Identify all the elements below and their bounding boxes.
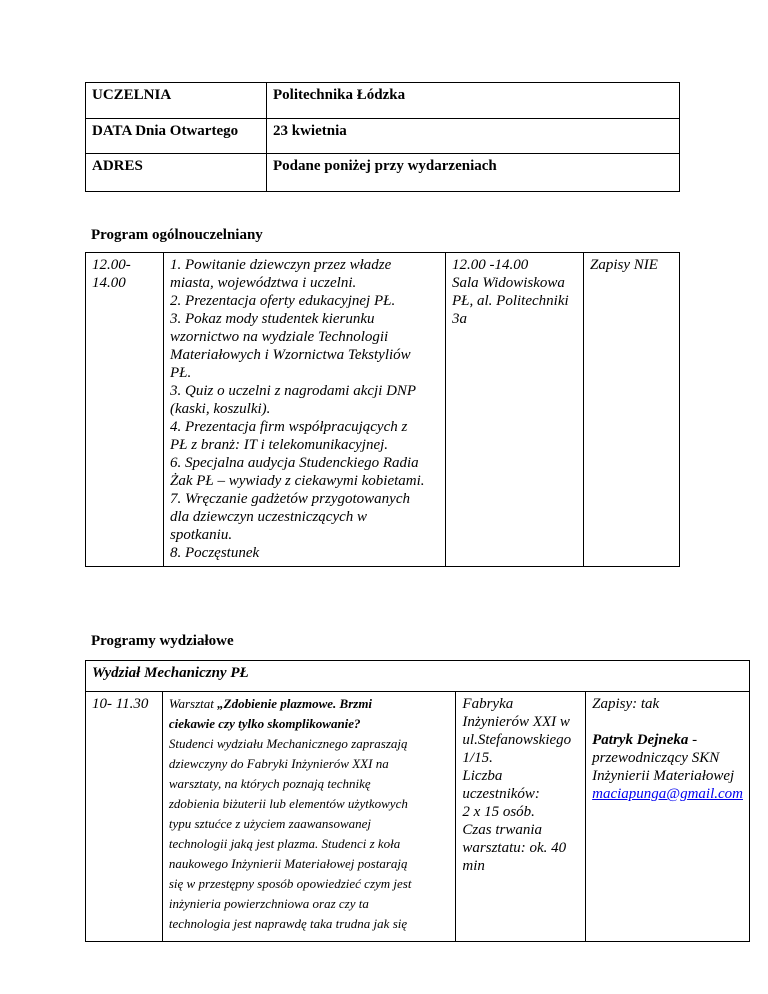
- faculty-place-line: Fabryka: [462, 696, 514, 712]
- faculty-desc-line: technologii jaką jest plazma. Studenci z koła: [168, 836, 401, 851]
- faculty-table: [85, 660, 750, 942]
- info-table: [85, 82, 680, 192]
- faculty-desc-line: inżynieria powierzchniowa oraz czy ta: [168, 896, 369, 911]
- value-adres: Podane poniżej przy wydarzeniach: [267, 154, 680, 192]
- faculty-place-line: 1/15.: [462, 750, 493, 766]
- general-program-table: [85, 252, 680, 567]
- faculty-place-line: Inżynierów XXI w: [462, 714, 570, 730]
- faculty-place-line: warsztatu: ok. 40: [462, 840, 567, 856]
- general-item-line: 4. Prezentacja firm współpracujących z: [170, 419, 408, 435]
- general-time-line: 14.00: [92, 275, 126, 291]
- faculty-place-line: Czas trwania: [462, 822, 543, 838]
- faculty-place-line: Liczba: [462, 768, 503, 784]
- general-item-line: 6. Specjalna audycja Studenckiego Radia: [170, 455, 419, 471]
- label-adres: ADRES: [86, 154, 267, 192]
- faculty-heading: Programy wydziałowe: [91, 633, 234, 649]
- faculty-desc-line: zdobienia biżuterii lub elementów użytkowych: [168, 796, 408, 811]
- general-item-line: 8. Poczęstunek: [170, 545, 260, 561]
- general-item-line: spotkaniu.: [170, 527, 233, 543]
- contact-role-line: Inżynierii Materiałowej: [592, 768, 735, 784]
- faculty-desc-line: typu sztućce z użyciem zaawansowanej: [168, 816, 372, 831]
- general-time: [86, 253, 164, 567]
- faculty-desc-title-line: [169, 694, 450, 714]
- contact-role-line: przewodniczący SKN: [592, 750, 720, 766]
- general-item-line: PŁ.: [170, 365, 192, 381]
- general-place: [446, 253, 584, 567]
- faculty-place-line: ul.Stefanowskiego: [462, 732, 572, 748]
- workshop-title: „Zdobienie plazmowe. Brzmi: [217, 696, 373, 711]
- general-item-line: dla dziewczyn uczestniczących w: [170, 509, 368, 525]
- faculty-desc-line: dziewczyny do Fabryki Inżynierów XXI na: [168, 756, 389, 771]
- value-data: 23 kwietnia: [267, 119, 680, 154]
- general-item-line: 2. Prezentacja oferty edukacyjnej PŁ.: [170, 293, 396, 309]
- general-registration: Zapisy NIE: [584, 253, 680, 567]
- general-item-line: wzornictwo na wydziale Technologii: [170, 329, 389, 345]
- general-item-line: 7. Wręczanie gadżetów przygotowanych: [170, 491, 410, 507]
- faculty-name: Wydział Mechaniczny PŁ: [86, 661, 750, 692]
- faculty-place-line: 2 x 15 osób.: [462, 804, 535, 820]
- faculty-desc-line: Studenci wydziału Mechanicznego zapraszają: [168, 736, 408, 751]
- general-place-line: PŁ, al. Politechniki: [452, 293, 569, 309]
- faculty-desc-line: warsztaty, na których poznają technikę: [168, 776, 371, 791]
- contact-email-link[interactable]: maciapunga@gmail.com: [592, 786, 743, 802]
- contact-role-suffix: -: [688, 732, 698, 748]
- faculty-desc-line: naukowego Inżynierii Materiałowej postarają: [168, 856, 408, 871]
- general-item-line: 3. Quiz o uczelni z nagrodami akcji DNP: [170, 383, 417, 399]
- general-place-line: 3a: [452, 311, 467, 327]
- faculty-desc-line: technologia jest naprawdę taka trudna jak się: [168, 916, 408, 931]
- general-place-line: Sala Widowiskowa: [452, 275, 565, 291]
- value-uczelnia: Politechnika Łódzka: [267, 83, 680, 119]
- general-item-line: 1. Powitanie dziewczyn przez władze: [170, 257, 392, 273]
- general-item-line: miasta, województwa i uczelni.: [170, 275, 357, 291]
- general-place-line: 12.00 -14.00: [452, 257, 529, 273]
- faculty-registration-label: Zapisy: tak: [592, 696, 660, 712]
- general-item-line: Żak PŁ – wywiady z ciekawymi kobietami.: [170, 473, 425, 489]
- faculty-desc-line: się w przestępny sposób opowiedzieć czym jest: [168, 876, 412, 891]
- label-uczelnia: UCZELNIA: [86, 83, 267, 119]
- general-time-line: 12.00-: [92, 257, 131, 273]
- general-item-line: 3. Pokaz mody studentek kierunku: [170, 311, 375, 327]
- general-heading: Program ogólnouczelniany: [91, 227, 263, 243]
- label-data: DATA Dnia Otwartego: [86, 119, 267, 154]
- general-items: [164, 253, 446, 567]
- contact-line: [592, 731, 743, 749]
- workshop-prefix: Warsztat: [168, 696, 218, 711]
- faculty-place-line: min: [462, 858, 485, 874]
- general-item-line: (kaski, koszulki).: [170, 401, 271, 417]
- faculty-registration: [586, 692, 750, 942]
- faculty-place-line: uczestników:: [462, 786, 540, 802]
- general-item-line: PŁ z branż: IT i telekomunikacyjnej.: [170, 437, 389, 453]
- faculty-desc-title-line: ciekawie czy tylko skomplikowanie?: [168, 716, 361, 731]
- contact-name: Patryk Dejneka: [592, 732, 689, 748]
- faculty-time: 10- 11.30: [86, 692, 163, 942]
- faculty-place: [456, 692, 586, 942]
- general-item-line: Materiałowych i Wzornictwa Tekstyliów: [170, 347, 411, 363]
- faculty-description: [162, 692, 456, 942]
